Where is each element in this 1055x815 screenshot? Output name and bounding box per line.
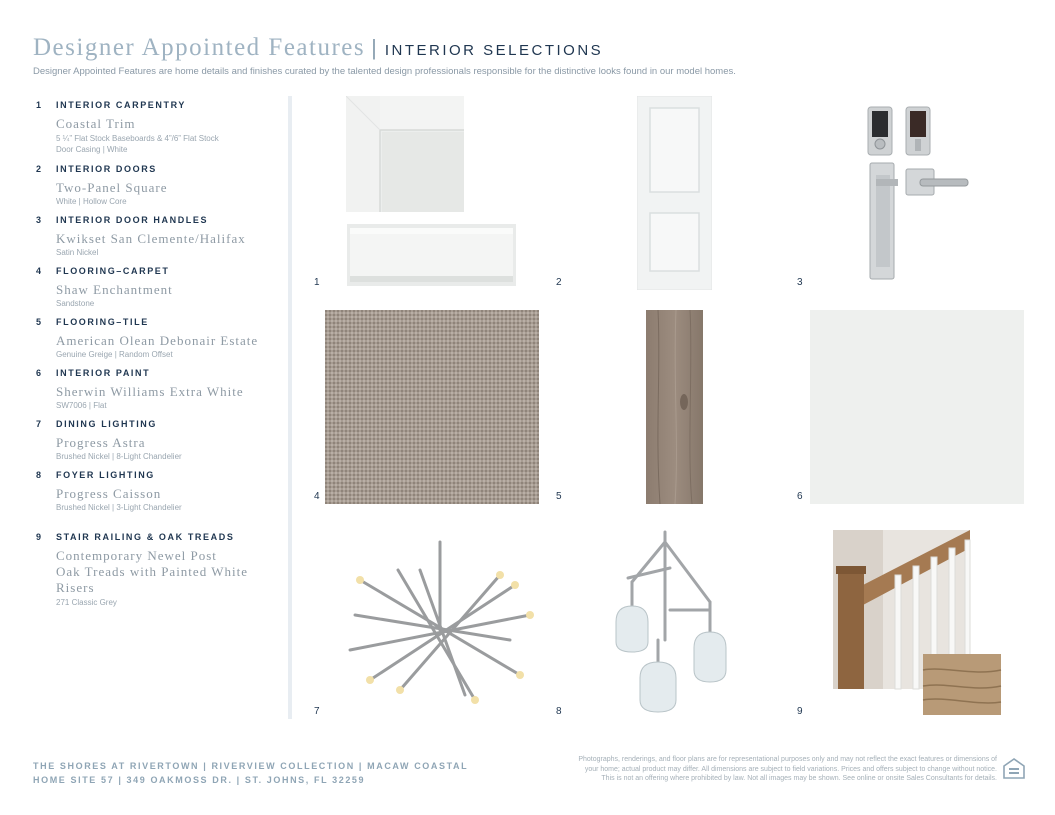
item-detail: 271 Classic Grey: [56, 598, 117, 607]
item-number: 4: [36, 266, 42, 276]
item-detail: Genuine Greige | Random Offset: [56, 350, 173, 359]
item-detail: White | Hollow Core: [56, 197, 127, 206]
intro-text: Designer Appointed Features are home details and finishes curated by the talented design professionals responsible for the distinctive looks found in our model homes.: [33, 66, 736, 77]
item-heading: FLOORING–CARPET: [56, 266, 170, 276]
community-line: THE SHORES AT RIVERTOWN | RIVERVIEW COLLECTION | MACAW COASTAL: [33, 761, 469, 771]
item-detail: Brushed Nickel | 3-Light Chandelier: [56, 503, 182, 512]
item-detail: Brushed Nickel | 8-Light Chandelier: [56, 452, 182, 461]
item-heading: FOYER LIGHTING: [56, 470, 155, 480]
stair-railing-image: [833, 530, 1003, 716]
item-name: Oak Treads with Painted White: [56, 564, 248, 579]
item-name: Risers: [56, 580, 95, 595]
item-heading: INTERIOR DOORS: [56, 164, 157, 174]
item-name: Sherwin Williams Extra White: [56, 384, 244, 399]
item-number: 9: [36, 532, 42, 542]
grid-label-2: 2: [556, 277, 562, 288]
paint-swatch-image: [810, 310, 1024, 504]
disclaimer-line: your home; actual product may differ. All dimensions are subject to field variations. Prices and offers subject to change without notice.: [584, 765, 997, 773]
grid-label-3: 3: [797, 277, 803, 288]
page-title-row: [33, 34, 603, 62]
item-name: Two-Panel Square: [56, 180, 168, 195]
item-name: Kwikset San Clemente/Halifax: [56, 231, 246, 246]
item-number: 1: [36, 100, 42, 110]
item-detail: 5 ¼” Flat Stock Baseboards & 4”/6” Flat Stock: [56, 134, 219, 143]
door-handles-image: [866, 105, 972, 281]
trim-sample-image: [346, 96, 464, 212]
legal-disclaimer: [517, 755, 997, 784]
grid-label-6: 6: [797, 491, 803, 502]
item-number: 7: [36, 419, 42, 429]
item-number: 6: [36, 368, 42, 378]
dining-chandelier-image: [340, 540, 540, 710]
item-name: American Olean Debonair Estate: [56, 333, 259, 348]
item-detail: Sandstone: [56, 299, 95, 308]
item-name: Progress Caisson: [56, 486, 162, 501]
equal-housing-opportunity-icon: [1003, 758, 1025, 780]
grid-label-7: 7: [314, 706, 320, 717]
item-heading: INTERIOR DOOR HANDLES: [56, 215, 209, 225]
item-detail: Satin Nickel: [56, 248, 99, 257]
grid-label-1: 1: [314, 277, 320, 288]
item-name: Contemporary Newel Post: [56, 548, 217, 563]
item-heading: INTERIOR CARPENTRY: [56, 100, 186, 110]
tile-plank-sample-image: [646, 310, 703, 504]
item-number: 5: [36, 317, 42, 327]
item-number: 3: [36, 215, 42, 225]
grid-label-4: 4: [314, 491, 320, 502]
address-line: HOME SITE 57 | 349 OAKMOSS DR. | ST. JOHNS, FL 32259: [33, 775, 366, 785]
column-divider: [288, 96, 292, 719]
carpet-sample-image: [325, 310, 539, 504]
item-number: 2: [36, 164, 42, 174]
item-heading: INTERIOR PAINT: [56, 368, 151, 378]
foyer-chandelier-image: [610, 530, 735, 716]
page-subtitle: INTERIOR SELECTIONS: [384, 42, 604, 59]
disclaimer-line: This is not an offering where prohibited by law. Not all images may be shown. See online or onsite Sales Consultants for details.: [601, 775, 997, 782]
title-separator: |: [371, 35, 377, 60]
item-detail: SW7006 | Flat: [56, 401, 107, 410]
item-name: Shaw Enchantment: [56, 282, 173, 297]
item-heading: DINING LIGHTING: [56, 419, 157, 429]
disclaimer-line: Photographs, renderings, and floor plans are for representational purposes only and may not reflect the exact features or dimensions of: [578, 756, 997, 763]
grid-label-5: 5: [556, 491, 562, 502]
item-heading: STAIR RAILING & OAK TREADS: [56, 532, 235, 542]
page-title: Designer Appointed Features: [33, 34, 366, 61]
community-info: [33, 759, 468, 787]
baseboard-sample-image: [347, 224, 516, 286]
item-number: 8: [36, 470, 42, 480]
door-sample-image: [637, 96, 712, 290]
item-name: Progress Astra: [56, 435, 146, 450]
grid-label-8: 8: [556, 706, 562, 717]
item-detail: Door Casing | White: [56, 145, 128, 154]
grid-label-9: 9: [797, 706, 803, 717]
item-name: Coastal Trim: [56, 116, 136, 131]
item-heading: FLOORING–TILE: [56, 317, 149, 327]
